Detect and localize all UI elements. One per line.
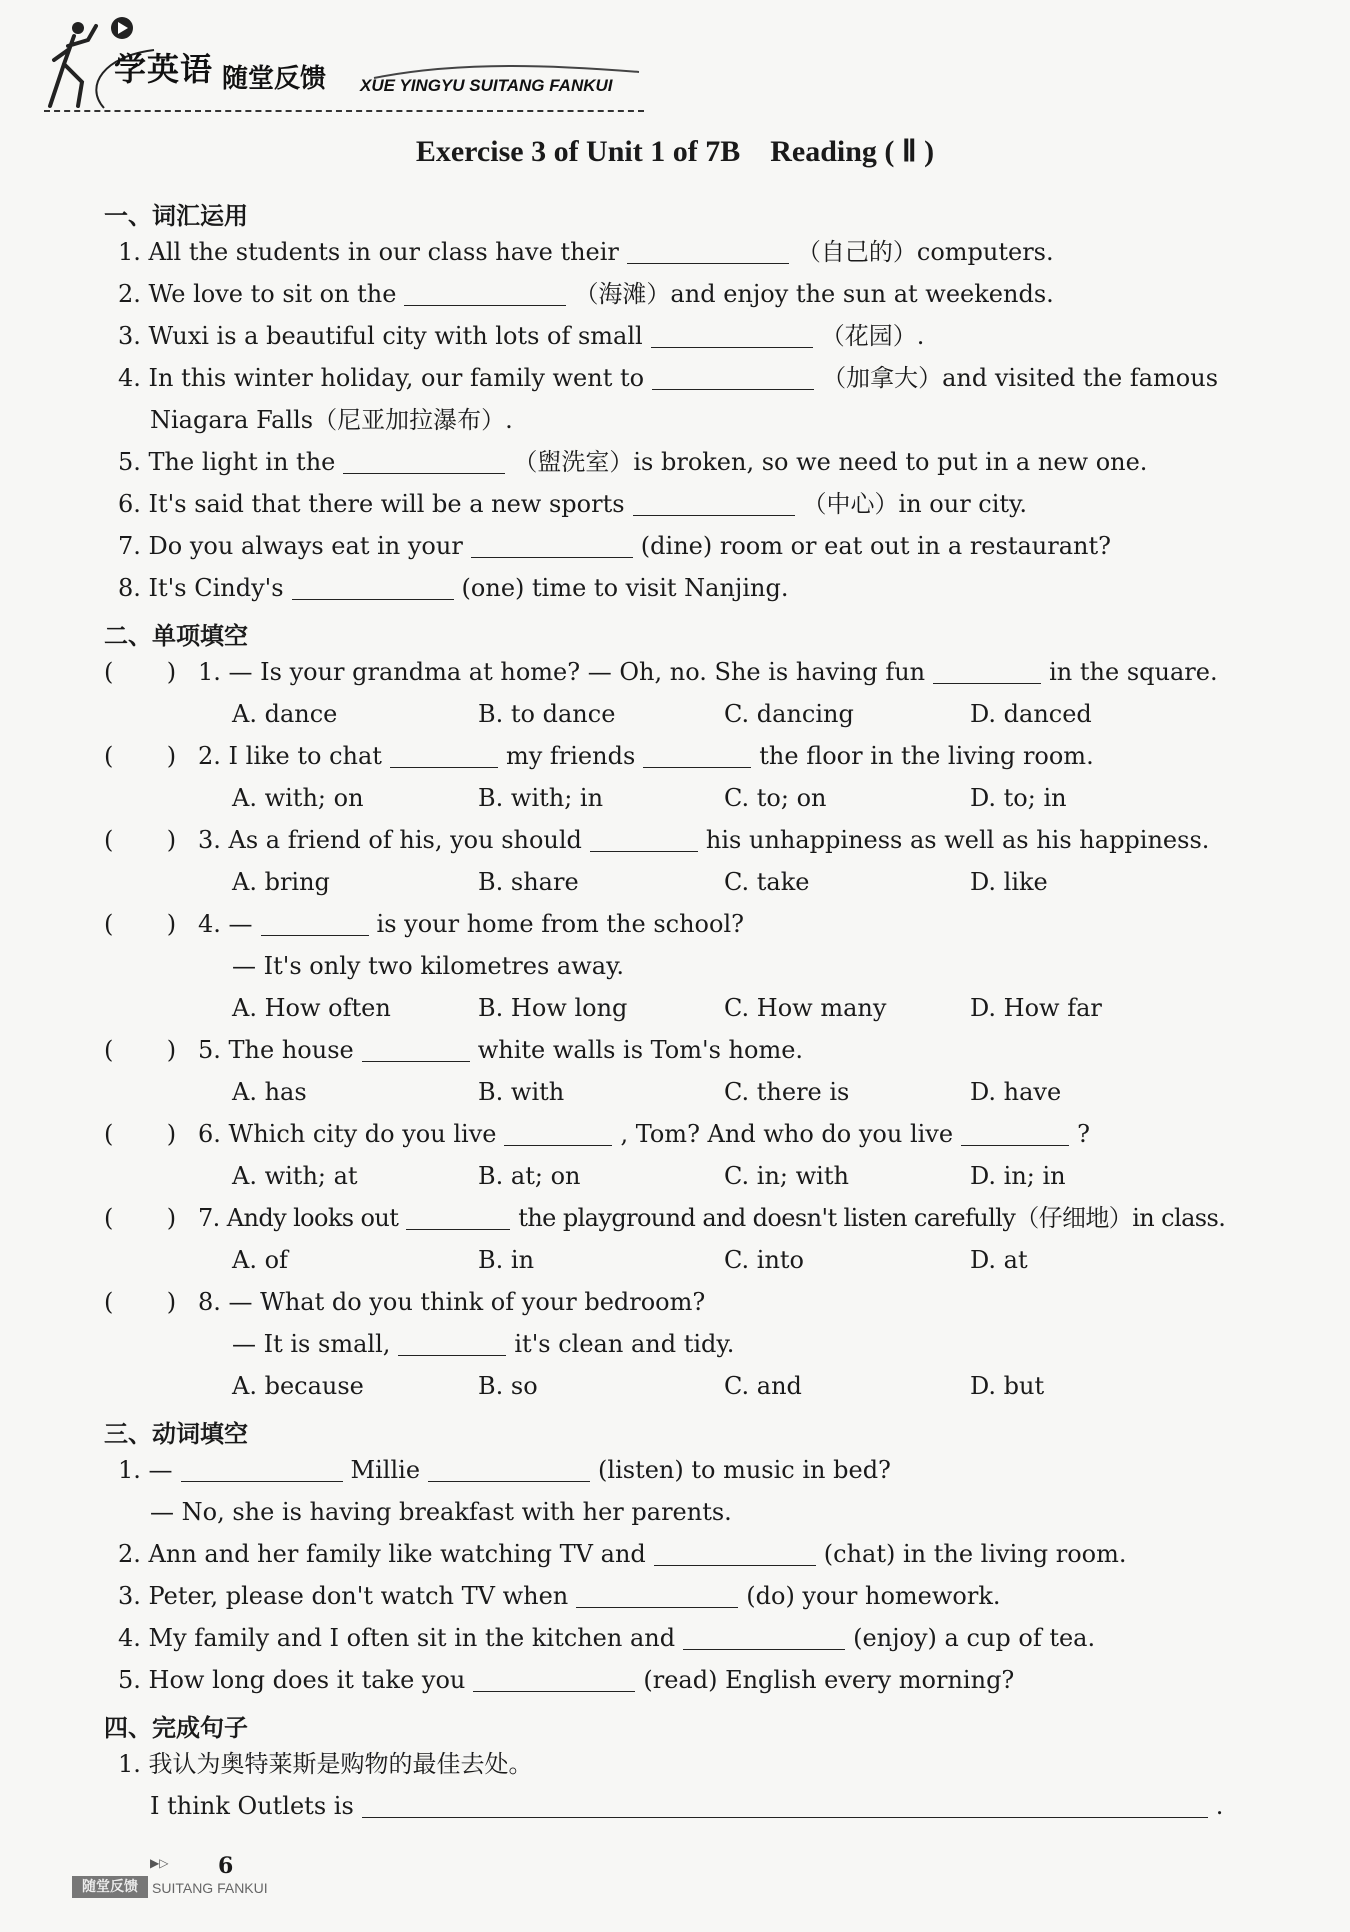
item-text: The light in the [148,448,336,476]
arrow-icon: ▶▷ [150,1856,169,1870]
item-number: 7. [118,532,141,560]
option-d: D. but [970,1372,1045,1400]
vocab-item-7 [118,534,1111,558]
item-text: (one) time to visit Nanjing. [461,574,789,602]
answer-blank[interactable] [261,913,369,936]
option-b: B. with; in [478,784,604,812]
mc-question-8 [198,1290,705,1314]
item-text: It's Cindy's [148,574,284,602]
item-text: (enjoy) a cup of tea. [853,1624,1096,1652]
item-number: 1. [118,238,141,266]
option-b: B. so [478,1372,538,1400]
answer-blank[interactable] [406,1207,510,1230]
question-text: 7. Andy looks out [198,1204,399,1232]
answer-paren[interactable]: ( ) [104,826,177,854]
answer-paren[interactable]: ( ) [104,1120,177,1148]
item-number: 1. [118,1456,141,1484]
answer-blank[interactable] [933,661,1041,684]
answer-blank[interactable] [362,1039,470,1062]
item-number: 4. [118,364,141,392]
item-text: （自己的）computers. [796,238,1054,266]
question-text: 3. As a friend of his, you should [198,826,582,854]
item-text: （盥洗室）is broken, so we need to put in a new one. [513,448,1148,476]
question-text: , Tom? And who do you live [620,1120,954,1148]
item-text: All the students in our class have their [148,238,619,266]
answer-blank[interactable] [473,1669,635,1692]
item-text: Niagara Falls（尼亚加拉瀑布）. [150,406,513,434]
answer-blank[interactable] [590,829,698,852]
option-a: A. has [232,1078,307,1106]
answer-blank[interactable] [362,1795,1208,1818]
option-b: B. to dance [478,700,616,728]
vocab-item-6 [118,492,1027,516]
option-b: B. share [478,868,579,896]
answer-paren[interactable]: ( ) [104,1204,177,1232]
mc-question-4-reply: — It's only two kilometres away. [232,952,625,980]
option-d: D. in; in [970,1162,1066,1190]
answer-blank[interactable] [471,535,633,558]
question-text: the playground and doesn't listen carefully（仔细地）in class. [518,1204,1226,1232]
answer-blank[interactable] [181,1459,343,1482]
item-text: . [1215,1792,1224,1820]
question-text: the floor in the living room. [759,742,1094,770]
vocab-item-4 [118,366,1218,390]
question-text: it's clean and tidy. [514,1330,735,1358]
question-text: 1. — Is your grandma at home? — Oh, no. She is having fun [198,658,926,686]
item-text: 我认为奥特莱斯是购物的最佳去处。 [148,1750,533,1778]
item-number: 5. [118,1666,141,1694]
option-c: C. there is [724,1078,850,1106]
item-number: 5. [118,448,141,476]
book-header [44,16,644,112]
mc-question-8-reply [232,1332,734,1356]
item-number: 2. [118,280,141,308]
header-cn-title: 学英语 [114,50,214,88]
vocab-item-5 [118,450,1147,474]
mc-question-1 [198,660,1218,684]
item-text: (chat) in the living room. [823,1540,1127,1568]
exercise-title: Exercise 3 of Unit 1 of 7B Reading ( Ⅱ ) [415,135,935,168]
item-text: I think Outlets is [150,1792,354,1820]
answer-blank[interactable] [428,1459,590,1482]
section-complete-heading: 四、完成句子 [104,1714,248,1742]
answer-blank[interactable] [633,493,795,516]
option-c: C. to; on [724,784,827,812]
item-text: （花园）. [820,322,925,350]
option-d: D. have [970,1078,1062,1106]
header-divider [44,110,644,112]
question-text: ? [1077,1120,1090,1148]
item-text: Ann and her family like watching TV and [148,1540,646,1568]
option-d: D. like [970,868,1048,896]
verb-item-4 [118,1626,1095,1650]
option-a: A. because [232,1372,364,1400]
item-text: It's said that there will be a new sports [148,490,625,518]
item-text: (dine) room or eat out in a restaurant? [640,532,1111,560]
page-number: 6 [218,1853,234,1879]
question-text: 8. — What do you think of your bedroom? [198,1288,706,1316]
item-number: 3. [118,1582,141,1610]
answer-blank[interactable] [652,367,814,390]
question-text: 2. I like to chat [198,742,382,770]
option-a: A. How often [232,994,391,1022]
verb-item-5 [118,1668,1014,1692]
item-text: Wuxi is a beautiful city with lots of small [148,322,643,350]
mc-question-2 [198,744,1094,768]
verb-item-2 [118,1542,1126,1566]
answer-paren[interactable]: ( ) [104,1288,177,1316]
vocab-item-2 [118,282,1054,306]
item-text: （中心）in our city. [802,490,1028,518]
item-text: Millie [350,1456,421,1484]
answer-blank[interactable] [390,745,498,768]
option-c: C. in; with [724,1162,849,1190]
answer-paren[interactable]: ( ) [104,658,177,686]
item-text: My family and I often sit in the kitchen and [148,1624,676,1652]
answer-blank[interactable] [576,1585,738,1608]
option-a: A. dance [232,700,338,728]
mc-question-3 [198,828,1209,852]
question-text: is your home from the school? [376,910,744,938]
question-text: his unhappiness as well as his happiness. [705,826,1210,854]
answer-blank[interactable] [504,1123,612,1146]
verb-item-3 [118,1584,1001,1608]
answer-blank[interactable] [398,1333,506,1356]
answer-paren[interactable]: ( ) [104,742,177,770]
item-text: (read) English every morning? [643,1666,1015,1694]
answer-blank[interactable] [292,577,454,600]
option-c: C. into [724,1246,804,1274]
item-text: We love to sit on the [148,280,397,308]
vocab-item-1 [118,240,1054,264]
option-c: C. dancing [724,700,854,728]
item-text: How long does it take you [148,1666,466,1694]
item-number: 6. [118,490,141,518]
option-a: A. bring [232,868,330,896]
verb-item-1-reply: — No, she is having breakfast with her parents. [150,1498,732,1526]
item-number: 1. [118,1750,141,1778]
question-text: my friends [505,742,636,770]
question-text: 4. — [198,910,253,938]
question-text: — It is small, [232,1330,391,1358]
option-b: B. at; on [478,1162,581,1190]
header-cn-subtitle: 随堂反馈 [222,64,327,94]
vocab-item-3 [118,324,924,348]
vocab-item-4-continued [150,408,513,432]
item-text: (do) your homework. [746,1582,1001,1610]
mc-question-7 [198,1206,1225,1230]
item-number: 2. [118,1540,141,1568]
option-d: D. How far [970,994,1102,1022]
item-text: （加拿大）and visited the famous [822,364,1219,392]
answer-blank[interactable] [683,1627,845,1650]
answer-blank[interactable] [961,1123,1069,1146]
item-text: (listen) to music in bed? [598,1456,891,1484]
item-number: 3. [118,322,141,350]
mc-question-5 [198,1038,803,1062]
item-text: Peter, please don't watch TV when [148,1582,569,1610]
answer-paren[interactable]: ( ) [104,1036,177,1064]
footer-badge: 随堂反馈 [72,1876,148,1898]
item-text: — [148,1456,173,1484]
complete-item-1 [118,1752,533,1776]
section-vocab-heading: 一、词汇运用 [104,202,248,230]
option-b: B. in [478,1246,535,1274]
vocab-item-8 [118,576,788,600]
item-number: 4. [118,1624,141,1652]
answer-blank[interactable] [651,325,813,348]
item-number: 8. [118,574,141,602]
option-d: D. to; in [970,784,1067,812]
option-a: A. with; at [232,1162,358,1190]
answer-blank[interactable] [643,745,751,768]
option-a: A. of [232,1246,288,1274]
option-b: B. with [478,1078,565,1106]
item-text: Do you always eat in your [148,532,463,560]
item-text: In this winter holiday, our family went to [148,364,645,392]
section-verbs-heading: 三、动词填空 [104,1420,248,1448]
answer-blank[interactable] [343,451,505,474]
question-text: 5. The house [198,1036,354,1064]
footer-en-label: SUITANG FANKUI [152,1880,268,1896]
option-d: D. at [970,1246,1028,1274]
mc-question-4 [198,912,744,936]
option-c: C. How many [724,994,887,1022]
option-c: C. and [724,1372,802,1400]
mc-question-6 [198,1122,1090,1146]
answer-blank[interactable] [627,241,789,264]
option-b: B. How long [478,994,628,1022]
header-en-title: XUE YINGYU SUITANG FANKUI [360,76,613,95]
answer-blank[interactable] [404,283,566,306]
answer-blank[interactable] [654,1543,816,1566]
verb-item-1 [118,1458,891,1482]
question-text: in the square. [1049,658,1218,686]
question-text: 6. Which city do you live [198,1120,497,1148]
item-text: （海滩）and enjoy the sun at weekends. [574,280,1054,308]
question-text: white walls is Tom's home. [477,1036,804,1064]
option-d: D. danced [970,700,1092,728]
complete-item-1-english [150,1794,1223,1818]
option-c: C. take [724,868,810,896]
option-a: A. with; on [232,784,364,812]
section-mc-heading: 二、单项填空 [104,622,248,650]
answer-paren[interactable]: ( ) [104,910,177,938]
